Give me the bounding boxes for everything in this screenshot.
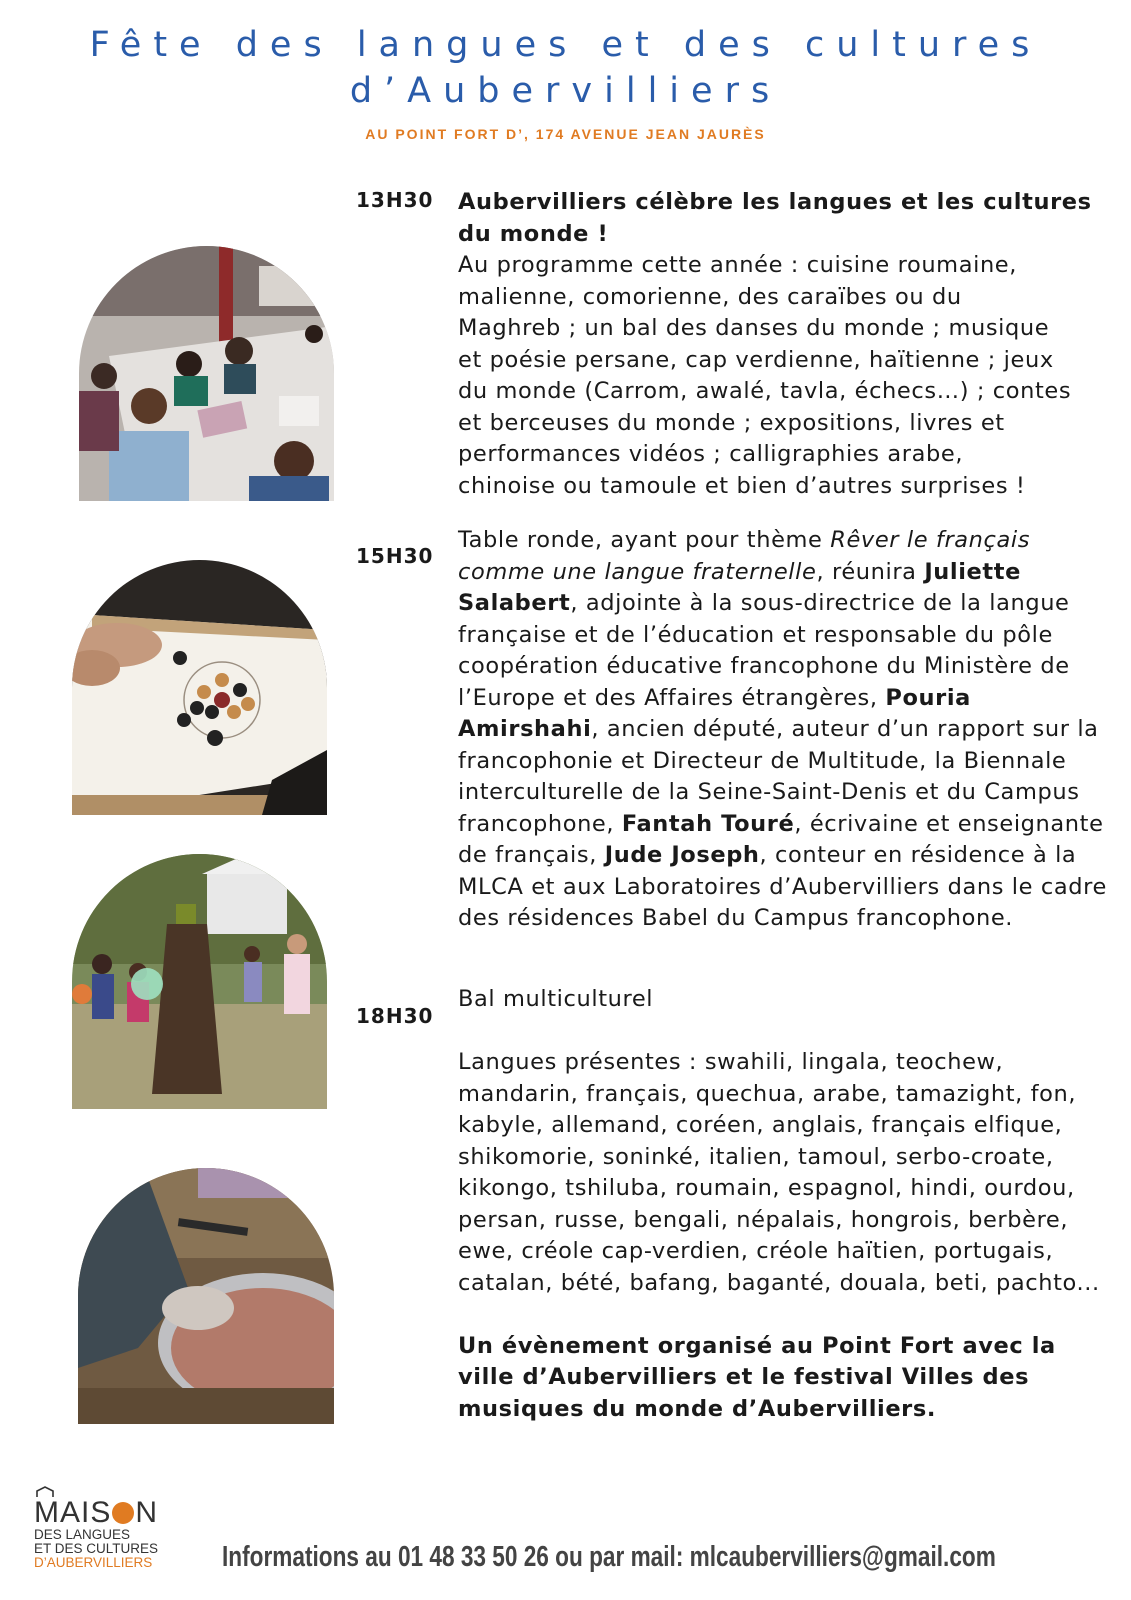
logo-maison: MAIS N <box>34 1496 159 1529</box>
logo-line: DES LANGUES <box>34 1527 131 1542</box>
block-1330-line: malienne, comorienne, des caraïbes ou du <box>458 283 962 310</box>
time-1830: 18H30 <box>356 1004 434 1028</box>
photo-outdoor-dance <box>72 854 327 1109</box>
block-1330-line: et berceuses du monde ; expositions, livres et <box>458 409 1005 436</box>
speaker-name: Fantah Touré <box>621 810 795 837</box>
event-address: AU POINT FORT D’, 174 AVENUE JEAN JAURÈS <box>365 126 766 142</box>
time-1530: 15H30 <box>356 544 434 568</box>
page-title-line-1: Fête des langues et des cultures <box>89 25 1042 65</box>
house-icon <box>36 1486 54 1498</box>
mlca-logo <box>34 1498 164 1570</box>
photo-sand-art <box>78 1168 334 1424</box>
schedule-block-1530 <box>458 525 1118 935</box>
time-1330: 13H30 <box>356 188 434 212</box>
closing-statement: Un évènement organisé au Point Fort avec la ville d’Aubervilliers et le festival Villes des musiques du monde d’Aubervilliers. <box>458 1332 1056 1422</box>
speaker-name: Jude Joseph <box>604 842 760 868</box>
round-table-theme: Rêver le français comme une langue fraternelle <box>458 527 1031 585</box>
photo-carrom-board <box>72 560 327 815</box>
block-1330-line: Maghreb ; un bal des danses du monde ; musique <box>458 315 1050 341</box>
block-1330-title: Aubervilliers célèbre les langues et les cultures du monde ! <box>458 189 1092 247</box>
block-1330-line: et poésie persane, cap verdienne, haïtienne ; jeux <box>458 346 1054 373</box>
block-1330-line: du monde (Carrom, awalé, tavla, échecs…) ; contes <box>458 378 1072 404</box>
speaker-name: Pouria Amirshahi <box>458 684 971 742</box>
block-1330-line: Au programme cette année : cuisine roumaine, <box>458 252 1017 278</box>
block-1530-text: Table ronde, ayant pour thème Rêver le français comme une langue fraternelle, réunira Juliette Salabert, adjointe à la sous-directrice de la langue française et de l’éducation et responsable du pôle coopération éducative francophone du Ministère de l’Europe et des Affaires étrangères, Pouria Amirshahi, ancien député, auteur d’un rapport sur la francophonie et Directeur de Multitude, la Biennale interculturelle de la Seine-Saint-Denis et du Campus francophone, Fantah Touré, écrivaine et enseignante de français, Jude Joseph, conteur en résidence à la MLCA et aux Laboratoires d’Aubervilliers dans le cadre des résidences Babel du Campus francophone. <box>458 527 1107 931</box>
photo-workshop <box>79 246 334 501</box>
block-1830-title: Bal multiculturel <box>458 986 654 1012</box>
schedule-block-1330 <box>458 187 1118 502</box>
footer-contact-info: Informations au 01 48 33 50 26 ou par mail: mlcaubervilliers@gmail.com <box>222 1541 996 1573</box>
logo-line: D’AUBERVILLIERS <box>34 1555 153 1570</box>
speaker-name: Juliette Salabert <box>458 558 1021 616</box>
page-title-line-2: d’Aubervilliers <box>349 71 782 111</box>
block-1330-line: performances vidéos ; calligraphies arabe, <box>458 441 964 467</box>
logo-line: ET DES CULTURES <box>34 1541 159 1556</box>
languages-list: Langues présentes : swahili, lingala, teochew, mandarin, français, quechua, arabe, tamazight, fon, kabyle, allemand, coréen, anglais, français elfique, shikomorie, soninké, italien, tamoul, serbo-croate, kikongo, tshiluba, roumain, espagnol, hindi, ourdou, persan, russe, bengali, népalais, hongrois, berbère, ewe, créole cap-verdien, créole haïtien, portugais, catalan, bété, bafang, baganté, douala, beti, pachto... <box>458 1049 1100 1296</box>
schedule-block-1830 <box>458 984 1118 1425</box>
block-1330-line: chinoise ou tamoule et bien d’autres surprises ! <box>458 472 1026 499</box>
globe-icon <box>112 1502 134 1524</box>
